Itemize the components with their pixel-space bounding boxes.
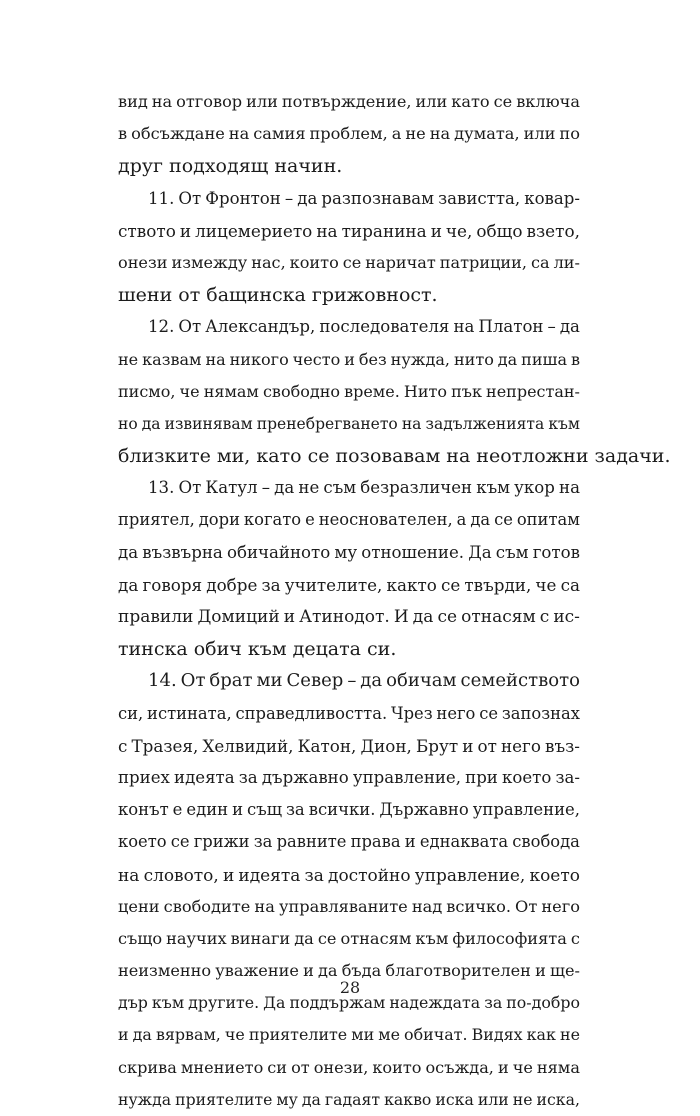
text-line: 14. От брат ми Север – да обичам семейството [148, 670, 580, 692]
text-line: приятел, дори когато е неоснователен, а да се опитам [118, 510, 580, 530]
text-line: 11. От Фронтон – да разпознавам завистта, ковар- [148, 188, 580, 208]
text-line: но да извинявам пренебрегването на задълженията към [118, 414, 580, 433]
text-line: скрива мнението си от онези, които осъжда, и че няма [118, 1057, 580, 1077]
text-line: друг подходящ начин. [118, 155, 343, 178]
text-line: и да вярвам, че приятелите ми ме обичат. Видях как не [118, 1025, 580, 1045]
text-line: с Тразея, Хелвидий, Катон, Дион, Брут и от него въз- [118, 735, 580, 756]
text-line: също научих винаги да се отнасям към философията с [118, 928, 580, 948]
text-line: писмо, че нямам свободно време. Нито пък непрестан- [118, 381, 580, 401]
text-line: тинска обич към децата си. [118, 638, 397, 661]
body-text [118, 86, 671, 1116]
text-line: да възвърна обичайното му отношение. Да съм готов [118, 542, 580, 562]
text-line: не казвам на никого често и без нужда, нито да пиша в [118, 349, 580, 369]
text-line: вид на отговор или потвърждение, или като се включа [118, 92, 580, 111]
text-line: дър към другите. Да поддържам надеждата за по-добро [118, 993, 580, 1013]
text-line: ството и лицемерието на тиранина и че, общо взето, [118, 220, 580, 241]
text-line: неизменно уважение и да бъда благотворителен и ще- [118, 961, 580, 981]
text-line: си, истината, справедливостта. Чрез него се запознах [118, 703, 580, 723]
page-number: 28 [339, 978, 361, 997]
text-line: онези измежду нас, които се наричат патриции, са ли- [118, 252, 580, 272]
text-line: близките ми, като се позовавам на неотложни задачи. [118, 445, 671, 468]
text-line: цени свободите на управляваните над всичко. От него [118, 896, 580, 916]
text-line: 13. От Катул – да не съм безразличен към укор на [148, 478, 580, 498]
text-line: на словото, и идеята за достойно управление, което [118, 864, 580, 885]
text-line: нужда приятелите му да гадаят какво иска или не иска, [118, 1089, 580, 1109]
text-line: в обсъждане на самия проблем, а не на думата, или по [118, 124, 580, 144]
text-line: 12. От Александър, последователя на Платон – да [148, 317, 580, 337]
text-line: да говоря добре за учителите, както се твърди, че са [118, 574, 580, 595]
text-line: приех идеята за държавно управление, при което за- [118, 767, 580, 787]
text-line: шени от бащинска грижовност. [118, 284, 438, 307]
text-line: правили Домиций и Атинодот. И да се отнасям с ис- [118, 607, 580, 627]
text-line: което се грижи за равните права и еднаквата свобода [118, 832, 580, 852]
text-line: конът е един и същ за всички. Държавно управление, [118, 800, 580, 820]
